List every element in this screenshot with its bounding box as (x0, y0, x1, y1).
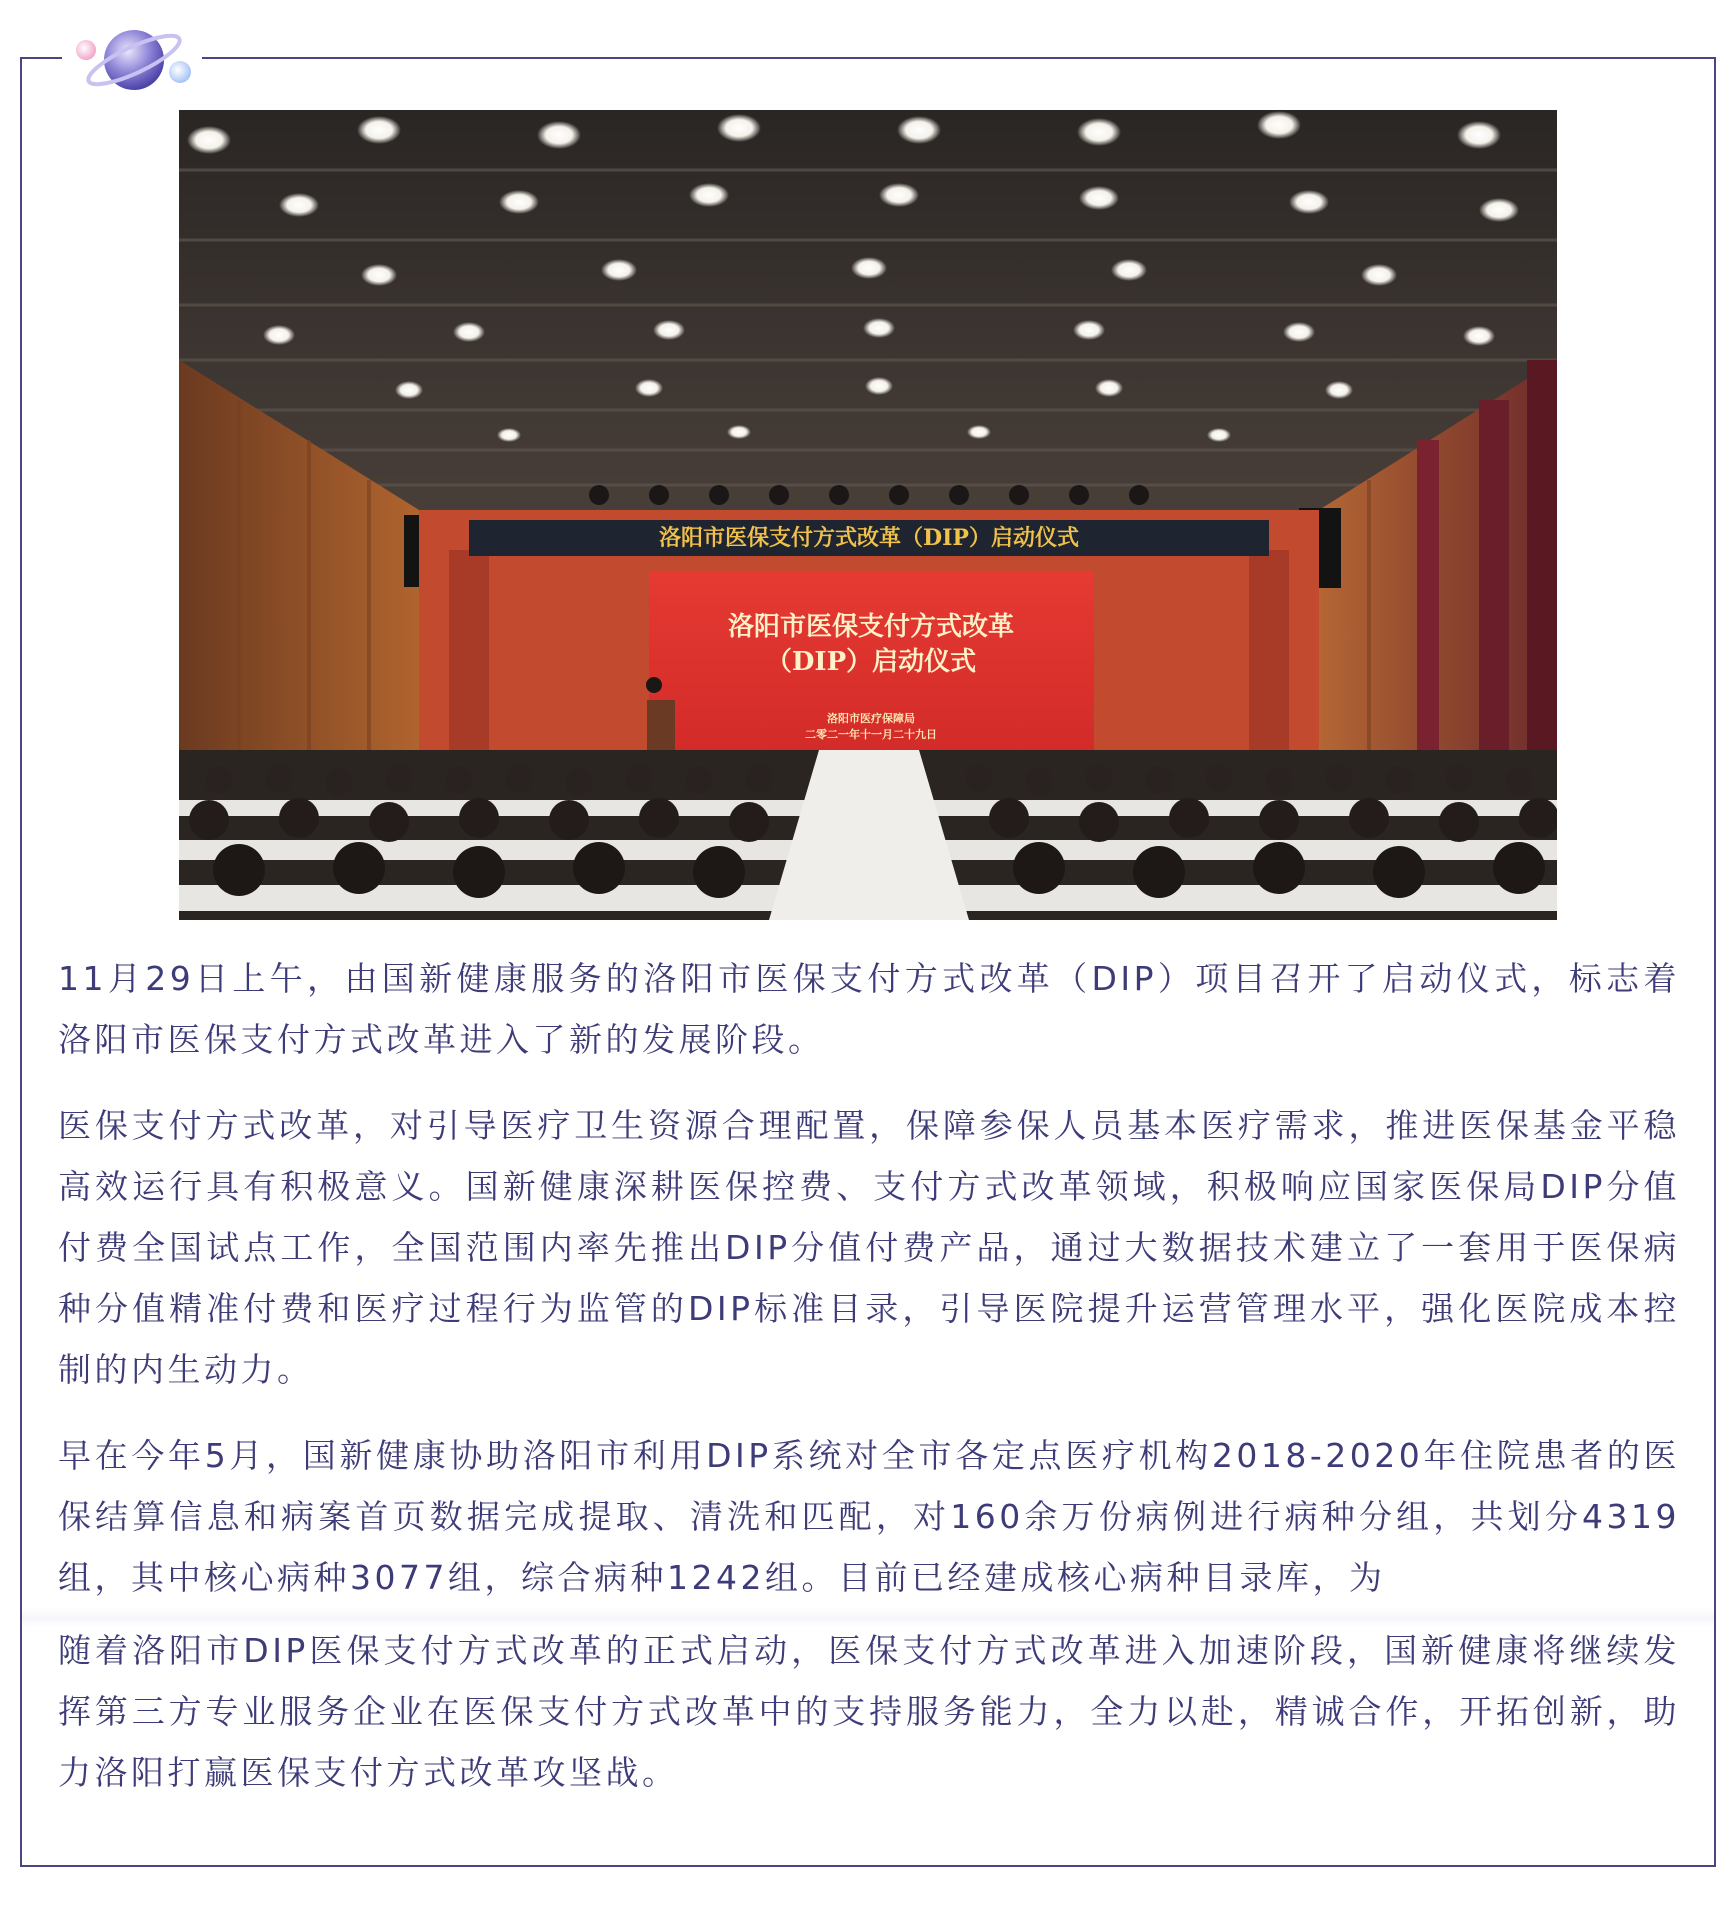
screen-line-1: 洛阳市医保支付方式改革 (727, 612, 1015, 642)
paragraph-2: 医保支付方式改革，对引导医疗卫生资源合理配置，保障参保人员基本医疗需求，推进医保基金平稳高效运行具有积极意义。国新健康深耕医保控费、支付方式改革领域，积极响应国家医保局DIP分值付费全国试点工作，全国范围内率先推出DIP分值付费产品，通过大数据技术建立了一套用于医保病种分值精准付费和医疗过程行为监管的DIP标准目录，引导医院提升运营管理水平，强化医院成本控制的内生动力。 (58, 1106, 1680, 1389)
screen-line-2: （DIP）启动仪式 (765, 647, 977, 677)
paragraph-4: 随着洛阳市DIP医保支付方式改革的正式启动，医保支付方式改革进入加速阶段，国新健康将继续发挥第三方专业服务企业在医保支付方式改革中的支持服务能力，全力以赴，精诚合作，开拓创新，助力洛阳打赢医保支付方式改革攻坚战。 (58, 1631, 1680, 1792)
paragraph-3: 早在今年5月，国新健康协助洛阳市利用DIP系统对全市各定点医疗机构2018-2020年住院患者的医保结算信息和病案首页数据完成提取、清洗和匹配，对160余万份病例进行病种分组，共划分4319组，其中核心病种3077组，综合病种1242组。目前已经建成核心病种目录库，为 (58, 1436, 1680, 1597)
article-body (58, 948, 1680, 1608)
ceremony-photo (179, 110, 1557, 920)
planet-icon (68, 12, 198, 104)
stage-banner-title: 洛阳市医保支付方式改革（DIP）启动仪式 (659, 525, 1079, 551)
screen-date: 二零二一年十一月二十九日 (805, 728, 937, 741)
screen-org: 洛阳市医疗保障局 (827, 712, 915, 725)
paragraph-1: 11月29日上午，由国新健康服务的洛阳市医保支付方式改革（DIP）项目召开了启动仪式，标志着洛阳市医保支付方式改革进入了新的发展阶段。 (58, 959, 1680, 1059)
